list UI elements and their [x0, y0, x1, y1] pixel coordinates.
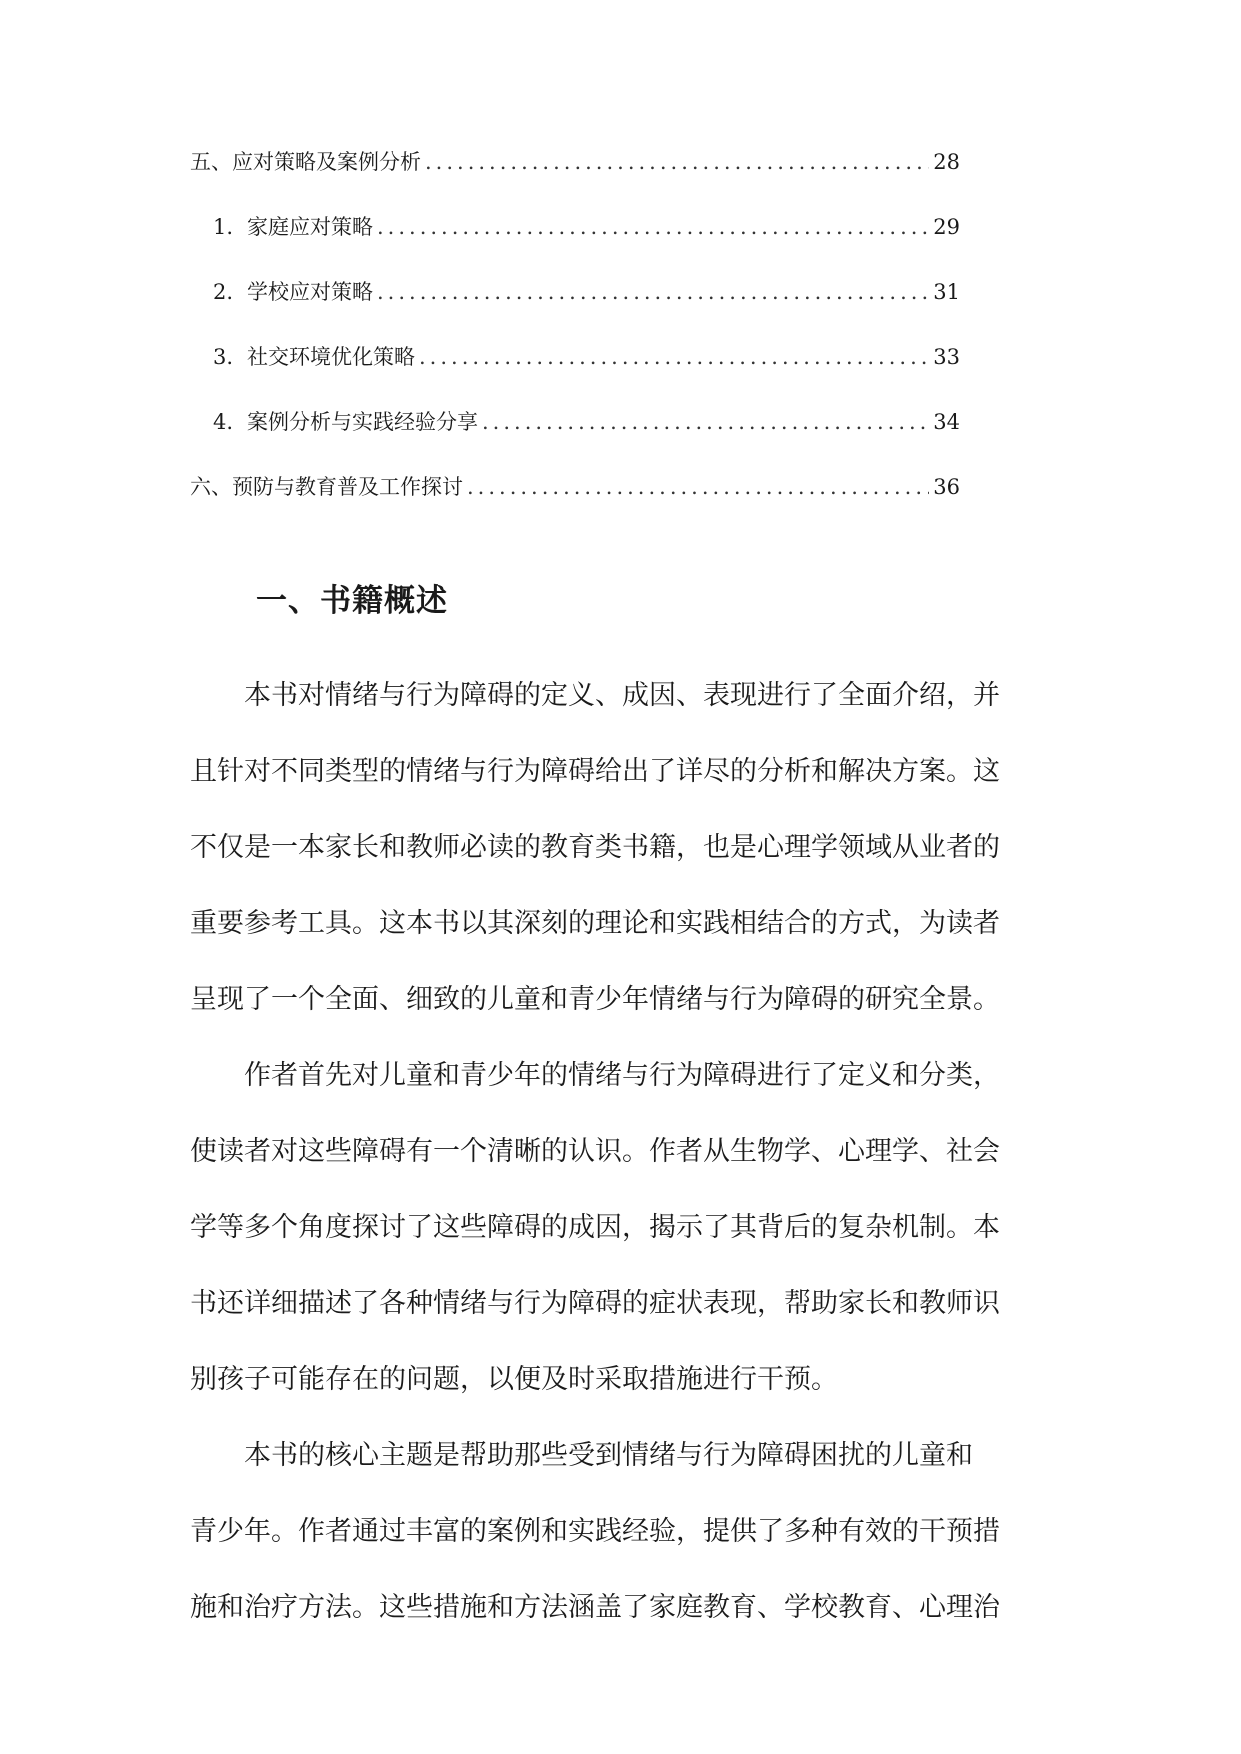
toc-entry-label	[190, 276, 373, 306]
toc-entry-text: 案例分析与实践经验分享	[247, 410, 478, 434]
paragraph-3	[190, 1418, 1060, 1646]
toc-entry-number: 1.	[213, 215, 234, 239]
section-body	[190, 658, 1060, 1646]
toc-dot-leader	[425, 150, 929, 174]
table-of-contents	[190, 146, 960, 536]
toc-entry-5[interactable]	[190, 146, 960, 211]
text-line: 书还详细描述了各种情绪与行为障碍的症状表现，帮助家长和教师识	[190, 1288, 1000, 1319]
toc-page-number: 36	[933, 475, 960, 499]
toc-entry-text: 家庭应对策略	[247, 215, 373, 239]
toc-page-number: 34	[933, 410, 960, 434]
text-line: 呈现了一个全面、细致的儿童和青少年情绪与行为障碍的研究全景。	[190, 984, 1000, 1015]
text-line: 重要参考工具。这本书以其深刻的理论和实践相结合的方式，为读者	[190, 908, 1000, 939]
text-line: 使读者对这些障碍有一个清晰的认识。作者从生物学、心理学、社会	[190, 1136, 1000, 1167]
text-line: 别孩子可能存在的问题，以便及时采取措施进行干预。	[190, 1364, 838, 1395]
toc-dot-leader	[377, 280, 929, 304]
text-line: 青少年。作者通过丰富的案例和实践经验，提供了多种有效的干预措	[190, 1516, 1000, 1547]
toc-entry-number: 2.	[213, 280, 234, 304]
toc-entry-5-2[interactable]	[190, 276, 960, 341]
toc-page-number: 31	[933, 280, 960, 304]
toc-page-number: 28	[933, 150, 960, 174]
toc-entry-label: 六、预防与教育普及工作探讨	[190, 475, 463, 499]
toc-entry-label	[190, 211, 373, 241]
toc-entry-6[interactable]	[190, 471, 960, 536]
toc-entry-number: 3.	[213, 345, 234, 369]
text-line: 本书对情绪与行为障碍的定义、成因、表现进行了全面介绍，并	[244, 680, 1000, 711]
toc-entry-label	[190, 406, 478, 436]
section-heading: 一、书籍概述	[256, 583, 448, 619]
text-line: 施和治疗方法。这些措施和方法涵盖了家庭教育、学校教育、心理治	[190, 1592, 1000, 1623]
toc-entry-5-4[interactable]	[190, 406, 960, 471]
toc-dot-leader	[419, 345, 929, 369]
toc-entry-label	[190, 341, 415, 371]
text-line: 且针对不同类型的情绪与行为障碍给出了详尽的分析和解决方案。这	[190, 756, 1000, 787]
toc-dot-leader	[482, 410, 929, 434]
text-line: 作者首先对儿童和青少年的情绪与行为障碍进行了定义和分类，	[244, 1060, 1000, 1091]
text-line: 学等多个角度探讨了这些障碍的成因，揭示了其背后的复杂机制。本	[190, 1212, 1000, 1243]
toc-page-number: 33	[933, 345, 960, 369]
text-line: 本书的核心主题是帮助那些受到情绪与行为障碍困扰的儿童和	[244, 1440, 973, 1471]
paragraph-2	[190, 1038, 1060, 1418]
toc-entry-text: 学校应对策略	[247, 280, 373, 304]
toc-dot-leader	[467, 475, 929, 499]
toc-page-number: 29	[933, 215, 960, 239]
toc-dot-leader	[377, 215, 929, 239]
toc-entry-5-1[interactable]	[190, 211, 960, 276]
text-line: 不仅是一本家长和教师必读的教育类书籍，也是心理学领域从业者的	[190, 832, 1000, 863]
toc-entry-number: 4.	[213, 410, 234, 434]
toc-entry-label: 五、应对策略及案例分析	[190, 150, 421, 174]
toc-entry-text: 社交环境优化策略	[247, 345, 415, 369]
toc-entry-5-3[interactable]	[190, 341, 960, 406]
paragraph-1	[190, 658, 1060, 1038]
